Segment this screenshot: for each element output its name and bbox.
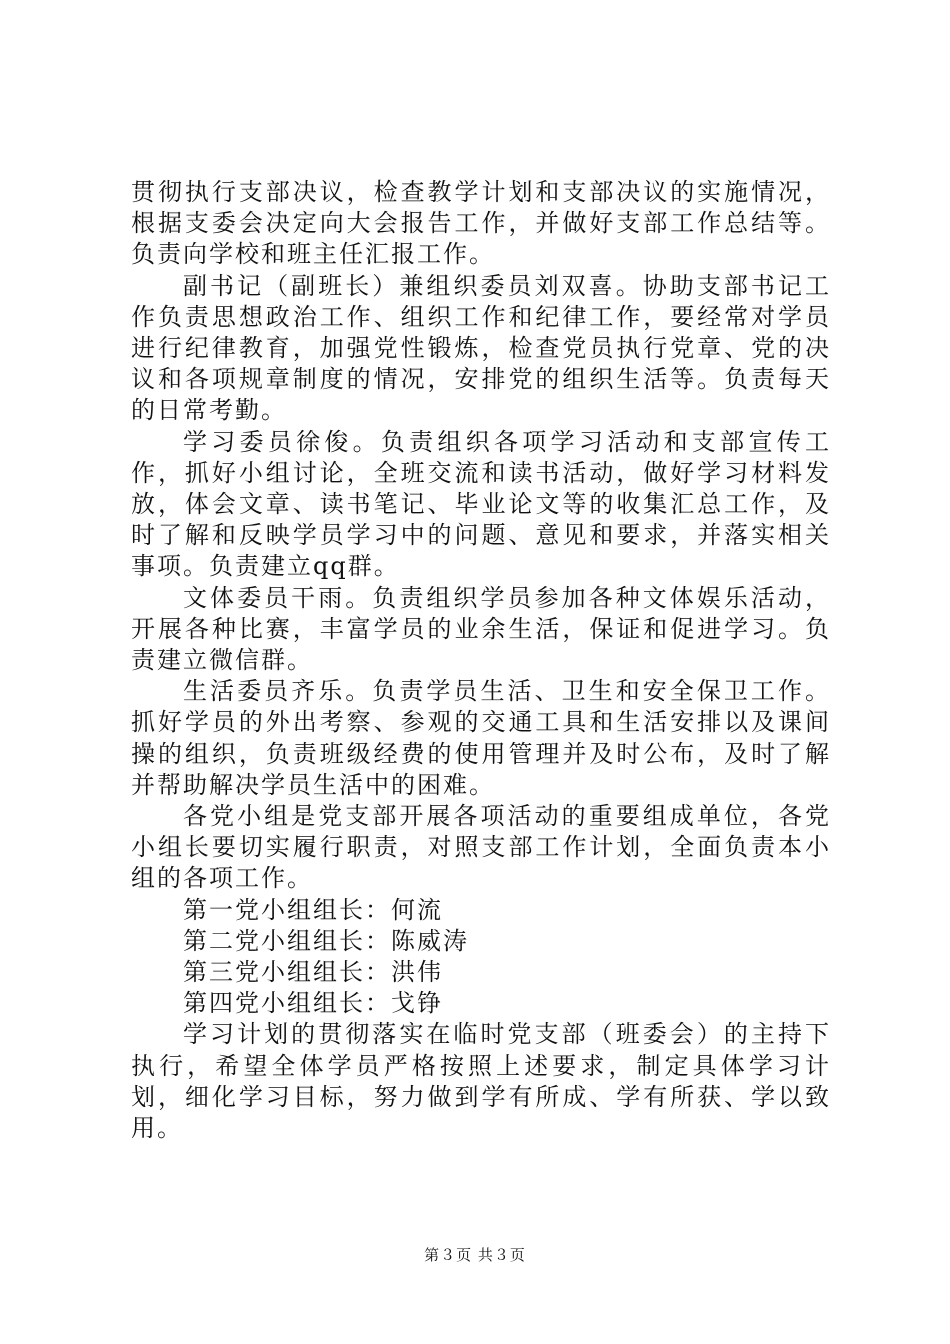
paragraph-life-committee: 生活委员齐乐。负责学员生活、卫生和安全保卫工作。抓好学员的外出考察、参观的交通工具和生活安排以及课间操的组织，负责班级经费的使用管理并及时公布，及时了解并帮助解决学员生活中的困难。 xyxy=(131,677,831,799)
paragraph-study-committee: 学习委员徐俊。负责组织各项学习活动和支部宣传工作，抓好小组讨论，全班交流和读书活动，做好学习材料发放，体会文章、读书笔记、毕业论文等的收集汇总工作，及时了解和反映学员学习中的问题、意见和要求，并落实相关事项。负责建立qq群。 xyxy=(131,427,831,581)
group-leader-item: 第三党小组组长：洪伟 xyxy=(183,958,443,987)
document-body xyxy=(131,177,831,1144)
paragraph-deputy-secretary: 副书记（副班长）兼组织委员刘双喜。协助支部书记工作负责思想政治工作、组织工作和纪律工作，要经常对学员进行纪律教育，加强党性锻炼，检查党员执行党章、党的决议和各项规章制度的情况，安排党的组织生活等。负责每天的日常考勤。 xyxy=(131,271,831,425)
paragraph-sports-committee: 文体委员干雨。负责组织学员参加各种文体娱乐活动，开展各种比赛，丰富学员的业余生活，保证和促进学习。负责建立微信群。 xyxy=(131,583,831,675)
group-leader-list xyxy=(131,895,831,1020)
page-footer: 第３页 共３页 xyxy=(424,1246,526,1264)
paragraph-continuation: 贯彻执行支部决议，检查教学计划和支部决议的实施情况，根据支委会决定向大会报告工作，并做好支部工作总结等。负责向学校和班主任汇报工作。 xyxy=(131,178,831,269)
group-leader-item: 第一党小组组长：何流 xyxy=(183,895,443,924)
paragraph-party-groups: 各党小组是党支部开展各项活动的重要组成单位，各党小组长要切实履行职责，对照支部工作计划，全面负责本小组的各项工作。 xyxy=(131,802,831,893)
group-leader-item: 第二党小组组长：陈威涛 xyxy=(183,926,469,955)
group-leader-item: 第四党小组组长：戈铮 xyxy=(183,989,443,1018)
paragraph-closing: 学习计划的贯彻落实在临时党支部（班委会）的主持下执行，希望全体学员严格按照上述要求，制定具体学习计划，细化学习目标，努力做到学有所成、学有所获、学以致用。 xyxy=(131,1020,831,1143)
